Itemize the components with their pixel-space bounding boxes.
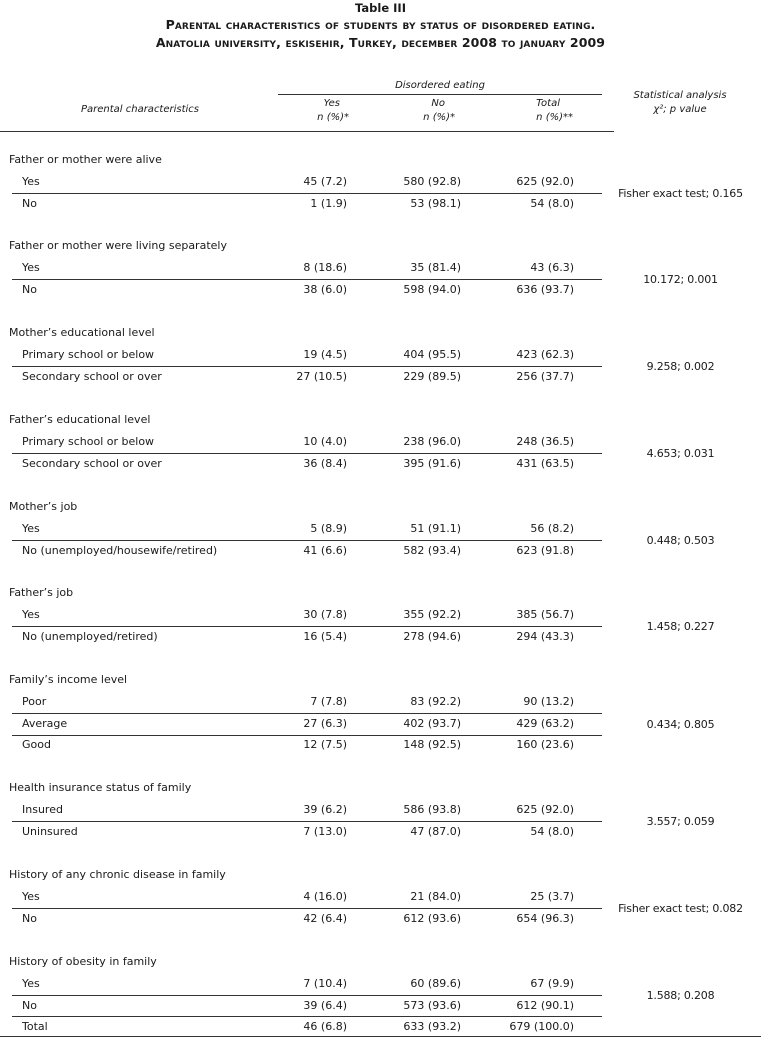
- group-label: Father or mother were alive: [9, 153, 162, 166]
- stat-value: 1.458; 0.227: [646, 620, 715, 633]
- table-row-no: 582 (93.4): [403, 544, 461, 557]
- table-row-label: Yes: [22, 261, 40, 274]
- table-row-yes: 16 (5.4): [303, 630, 347, 643]
- header-group-label: Disordered eating: [395, 80, 485, 91]
- header-yes: Yes: [323, 98, 340, 109]
- header-no: No: [431, 98, 445, 109]
- header-stat: Statistical analysis: [633, 90, 727, 101]
- table-row-yes: 19 (4.5): [303, 348, 347, 361]
- table-row-no: 51 (91.1): [410, 522, 461, 535]
- table-row-no: 402 (93.7): [403, 717, 461, 730]
- table-row-total: 423 (62.3): [516, 348, 574, 361]
- table-row-yes: 30 (7.8): [303, 608, 347, 621]
- table-row-no: 404 (95.5): [403, 348, 461, 361]
- total-row-label: Total: [22, 1020, 48, 1033]
- row-rule: [12, 540, 602, 541]
- header-yes-sub: n (%)*: [317, 112, 349, 123]
- table-row-label: No (unemployed/housewife/retired): [22, 544, 218, 557]
- table-row-label: Yes: [22, 977, 40, 990]
- table-row-no: 229 (89.5): [403, 370, 461, 383]
- group-label: History of any chronic disease in family: [9, 868, 226, 881]
- table-row-total: 67 (9.9): [530, 977, 574, 990]
- table-row-total: 90 (13.2): [523, 695, 574, 708]
- table-row-label: Yes: [22, 608, 40, 621]
- group-label: Father’s educational level: [9, 413, 151, 426]
- table-row-label: No: [22, 999, 37, 1012]
- table-row-label: Yes: [22, 890, 40, 903]
- row-rule: [12, 193, 602, 194]
- table-row-total: 625 (92.0): [516, 803, 574, 816]
- table-row-no: 598 (94.0): [403, 283, 461, 296]
- table-row-no: 355 (92.2): [403, 608, 461, 621]
- header-rule: [0, 131, 614, 132]
- total-row-yes: 46 (6.8): [303, 1020, 347, 1033]
- group-label: Father or mother were living separately: [9, 239, 227, 252]
- table-row-label: Secondary school or over: [22, 457, 162, 470]
- table-row-label: No: [22, 912, 37, 925]
- table-row-no: 60 (89.6): [410, 977, 461, 990]
- table-row-total: 160 (23.6): [516, 738, 574, 751]
- row-rule: [12, 1016, 602, 1017]
- row-rule: [12, 995, 602, 996]
- header-total: Total: [536, 98, 560, 109]
- table-row-total: 623 (91.8): [516, 544, 574, 557]
- table-title-line1: Parental characteristics of students by status of disordered eating.: [165, 17, 596, 32]
- table-bottom-rule: [0, 1036, 761, 1037]
- table-label: Table III: [355, 1, 406, 15]
- table-row-total: 636 (93.7): [516, 283, 574, 296]
- table-row-yes: 4 (16.0): [303, 890, 347, 903]
- stat-value: Fisher exact test; 0.165: [618, 187, 743, 200]
- table-row-label: Secondary school or over: [22, 370, 162, 383]
- table-row-no: 53 (98.1): [410, 197, 461, 210]
- row-rule: [12, 453, 602, 454]
- stat-value: 3.557; 0.059: [646, 815, 715, 828]
- table-row-total: 429 (63.2): [516, 717, 574, 730]
- table-row-total: 248 (36.5): [516, 435, 574, 448]
- group-label: Father’s job: [9, 586, 74, 599]
- header-row-label: Parental characteristics: [80, 104, 200, 115]
- table-row-yes: 5 (8.9): [310, 522, 347, 535]
- table-row-label: No: [22, 283, 37, 296]
- table-row-label: Yes: [22, 175, 40, 188]
- stat-value: 1.588; 0.208: [646, 989, 715, 1002]
- stat-value: 0.434; 0.805: [646, 718, 715, 731]
- table-row-total: 56 (8.2): [530, 522, 574, 535]
- group-label: History of obesity in family: [9, 955, 157, 968]
- table-row-yes: 38 (6.0): [303, 283, 347, 296]
- table-row-label: Insured: [22, 803, 63, 816]
- table-row-yes: 8 (18.6): [303, 261, 347, 274]
- table-row-yes: 39 (6.2): [303, 803, 347, 816]
- table-row-no: 612 (93.6): [403, 912, 461, 925]
- row-rule: [12, 279, 602, 280]
- table-row-total: 385 (56.7): [516, 608, 574, 621]
- header-stat-sub: χ²; p value: [653, 104, 707, 115]
- row-rule: [12, 735, 602, 736]
- total-row-no: 633 (93.2): [403, 1020, 461, 1033]
- row-rule: [12, 713, 602, 714]
- table-row-yes: 12 (7.5): [303, 738, 347, 751]
- table-row-label: No (unemployed/retired): [22, 630, 158, 643]
- stat-value: 9.258; 0.002: [646, 360, 715, 373]
- table-row-yes: 27 (10.5): [296, 370, 347, 383]
- table-row-no: 586 (93.8): [403, 803, 461, 816]
- table-row-label: Good: [22, 738, 51, 751]
- table-row-total: 612 (90.1): [516, 999, 574, 1012]
- table-row-yes: 39 (6.4): [303, 999, 347, 1012]
- table-row-total: 431 (63.5): [516, 457, 574, 470]
- stat-value: Fisher exact test; 0.082: [618, 902, 743, 915]
- header-total-sub: n (%)**: [536, 112, 573, 123]
- table-row-yes: 7 (10.4): [303, 977, 347, 990]
- table-row-total: 256 (37.7): [516, 370, 574, 383]
- table-row-no: 395 (91.6): [403, 457, 461, 470]
- table-row-label: Average: [22, 717, 68, 730]
- table-row-yes: 42 (6.4): [303, 912, 347, 925]
- group-header-rule: [278, 94, 602, 95]
- row-rule: [12, 908, 602, 909]
- table-row-label: Primary school or below: [22, 435, 155, 448]
- table-row-no: 35 (81.4): [410, 261, 461, 274]
- table-row-total: 625 (92.0): [516, 175, 574, 188]
- table-row-yes: 7 (7.8): [310, 695, 347, 708]
- table-row-yes: 36 (8.4): [303, 457, 347, 470]
- table-row-label: No: [22, 197, 37, 210]
- table-row-total: 294 (43.3): [516, 630, 574, 643]
- table-row-label: Primary school or below: [22, 348, 155, 361]
- table-row-no: 580 (92.8): [403, 175, 461, 188]
- table-row-label: Uninsured: [22, 825, 78, 838]
- table-row-total: 54 (8.0): [530, 825, 574, 838]
- group-label: Family’s income level: [9, 673, 128, 686]
- header-no-sub: n (%)*: [423, 112, 455, 123]
- table-row-yes: 27 (6.3): [303, 717, 347, 730]
- table-row-total: 25 (3.7): [530, 890, 574, 903]
- table-row-yes: 41 (6.6): [303, 544, 347, 557]
- stat-value: 4.653; 0.031: [646, 447, 715, 460]
- group-label: Health insurance status of family: [9, 781, 192, 794]
- row-rule: [12, 366, 602, 367]
- table-row-label: Yes: [22, 522, 40, 535]
- table-row-yes: 1 (1.9): [310, 197, 347, 210]
- table-row-total: 54 (8.0): [530, 197, 574, 210]
- table-row-no: 21 (84.0): [410, 890, 461, 903]
- table-row-no: 83 (92.2): [410, 695, 461, 708]
- table-row-total: 43 (6.3): [530, 261, 574, 274]
- table-row-no: 47 (87.0): [410, 825, 461, 838]
- table-row-total: 654 (96.3): [516, 912, 574, 925]
- table-row-yes: 7 (13.0): [303, 825, 347, 838]
- table-row-no: 278 (94.6): [403, 630, 461, 643]
- table-row-yes: 45 (7.2): [303, 175, 347, 188]
- table-row-label: Poor: [22, 695, 47, 708]
- total-row-total: 679 (100.0): [509, 1020, 574, 1033]
- group-label: Mother’s job: [9, 500, 78, 513]
- stat-value: 0.448; 0.503: [646, 534, 715, 547]
- table-row-no: 148 (92.5): [403, 738, 461, 751]
- table-title-line2: Anatolia university, eskisehir, Turkey, december 2008 to january 2009: [155, 35, 606, 50]
- group-label: Mother’s educational level: [9, 326, 155, 339]
- table-row-no: 573 (93.6): [403, 999, 461, 1012]
- table-row-yes: 10 (4.0): [303, 435, 347, 448]
- row-rule: [12, 821, 602, 822]
- row-rule: [12, 626, 602, 627]
- stat-value: 10.172; 0.001: [643, 273, 718, 286]
- table-row-no: 238 (96.0): [403, 435, 461, 448]
